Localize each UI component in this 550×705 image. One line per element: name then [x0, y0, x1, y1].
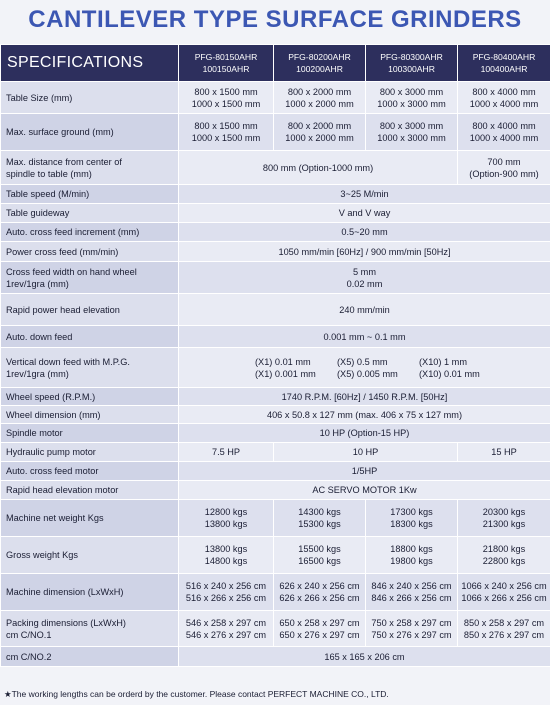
cell-value: 800 x 3000 mm 1000 x 3000 mm: [366, 82, 458, 114]
cell-value: 10 HP: [274, 443, 458, 462]
row-label: Vertical down feed with M.P.G. 1rev/1gra (mm): [1, 348, 179, 388]
cell-value: 3~25 M/min: [179, 185, 550, 204]
cell-value: 18800 kgs 19800 kgs: [366, 537, 458, 574]
specifications-heading: SPECIFICATIONS: [1, 45, 179, 82]
table-row: [1, 500, 550, 537]
cell-value: 750 x 258 x 297 cm 750 x 276 x 297 cm: [366, 611, 458, 647]
row-label: Auto. down feed: [1, 326, 179, 348]
table-row: [1, 537, 550, 574]
table-row: [1, 406, 550, 424]
cell-value: 12800 kgs 13800 kgs: [179, 500, 274, 537]
table-row: [1, 204, 550, 223]
table-row: [1, 462, 550, 481]
table-row: [1, 481, 550, 500]
cell-value: 1740 R.P.M. [60Hz] / 1450 R.P.M. [50Hz]: [179, 388, 550, 406]
table-row: [1, 82, 550, 114]
table-row: [1, 348, 550, 388]
cell-value: 15 HP: [458, 443, 550, 462]
table-row: [1, 114, 550, 151]
table-row: [1, 223, 550, 242]
cell-value: 10 HP (Option-15 HP): [179, 424, 550, 443]
cell-value: 0.001 mm ~ 0.1 mm: [179, 326, 550, 348]
row-label: Auto. cross feed motor: [1, 462, 179, 481]
table-row: [1, 262, 550, 294]
cell-value: 850 x 258 x 297 cm 850 x 276 x 297 cm: [458, 611, 550, 647]
model-header: PFG-80300AHR 100300AHR: [366, 45, 458, 82]
cell-value: 240 mm/min: [179, 294, 550, 326]
table-row: [1, 185, 550, 204]
table-row: [1, 443, 550, 462]
cell-value: 21800 kgs 22800 kgs: [458, 537, 550, 574]
row-label: Gross weight Kgs: [1, 537, 179, 574]
cell-value: 650 x 258 x 297 cm 650 x 276 x 297 cm: [274, 611, 366, 647]
model-header: PFG-80400AHR 100400AHR: [458, 45, 550, 82]
cell-value: 17300 kgs 18300 kgs: [366, 500, 458, 537]
cell-value: 14300 kgs 15300 kgs: [274, 500, 366, 537]
table-row: [1, 574, 550, 611]
specifications-table: [0, 44, 550, 667]
cell-value: 1066 x 240 x 256 cm 1066 x 266 x 256 cm: [458, 574, 550, 611]
row-label: Table guideway: [1, 204, 179, 223]
cell-value: 700 mm (Option-900 mm): [458, 151, 550, 185]
row-label: Wheel speed (R.P.M.): [1, 388, 179, 406]
row-label: Max. surface ground (mm): [1, 114, 179, 151]
table-row: [1, 611, 550, 647]
cell-value: 800 x 4000 mm 1000 x 4000 mm: [458, 82, 550, 114]
row-label: Power cross feed (mm/min): [1, 242, 179, 262]
row-label: Spindle motor: [1, 424, 179, 443]
table-row: [1, 242, 550, 262]
cell-value: (X1) 0.01 mm (X5) 0.5 mm (X10) 1 mm (X1) 0.001 mm (X5) 0.005 mm (X10) 0.01 mm: [179, 348, 550, 388]
cell-value: 800 x 2000 mm 1000 x 2000 mm: [274, 114, 366, 151]
row-label: Rapid head elevation motor: [1, 481, 179, 500]
table-row: [1, 388, 550, 406]
row-label: Cross feed width on hand wheel 1rev/1gra (mm): [1, 262, 179, 294]
cell-value: 800 x 1500 mm 1000 x 1500 mm: [179, 114, 274, 151]
row-label: Table speed (M/min): [1, 185, 179, 204]
row-label: Packing dimensions (LxWxH) cm C/NO.1: [1, 611, 179, 647]
cell-value: 165 x 165 x 206 cm: [179, 647, 550, 667]
cell-value: 800 x 1500 mm 1000 x 1500 mm: [179, 82, 274, 114]
cell-value: 800 x 2000 mm 1000 x 2000 mm: [274, 82, 366, 114]
row-label: Table Size (mm): [1, 82, 179, 114]
table-header-row: [1, 45, 550, 82]
cell-value: 0.5~20 mm: [179, 223, 550, 242]
cell-value: V and V way: [179, 204, 550, 223]
cell-value: 7.5 HP: [179, 443, 274, 462]
cell-value: 800 mm (Option-1000 mm): [179, 151, 458, 185]
cell-value: 1050 mm/min [60Hz] / 900 mm/min [50Hz]: [179, 242, 550, 262]
model-header: PFG-80200AHR 100200AHR: [274, 45, 366, 82]
cell-value: 626 x 240 x 256 cm 626 x 266 x 256 cm: [274, 574, 366, 611]
cell-value: 15500 kgs 16500 kgs: [274, 537, 366, 574]
row-label: Wheel dimension (mm): [1, 406, 179, 424]
table-row: [1, 424, 550, 443]
row-label: Hydraulic pump motor: [1, 443, 179, 462]
cell-value: 546 x 258 x 297 cm 546 x 276 x 297 cm: [179, 611, 274, 647]
table-row: [1, 294, 550, 326]
cell-value: 13800 kgs 14800 kgs: [179, 537, 274, 574]
page-title: CANTILEVER TYPE SURFACE GRINDERS: [28, 6, 522, 33]
table-row: [1, 326, 550, 348]
table-row: [1, 647, 550, 667]
cell-value: 5 mm 0.02 mm: [179, 262, 550, 294]
cell-value: 800 x 4000 mm 1000 x 4000 mm: [458, 114, 550, 151]
cell-value: 1/5HP: [179, 462, 550, 481]
row-label: Machine dimension (LxWxH): [1, 574, 179, 611]
model-header: PFG-80150AHR 100150AHR: [179, 45, 274, 82]
row-label: cm C/NO.2: [1, 647, 179, 667]
cell-value: 516 x 240 x 256 cm 516 x 266 x 256 cm: [179, 574, 274, 611]
cell-value: 20300 kgs 21300 kgs: [458, 500, 550, 537]
row-label: Max. distance from center of spindle to table (mm): [1, 151, 179, 185]
cell-value: 800 x 3000 mm 1000 x 3000 mm: [366, 114, 458, 151]
cell-value: 406 x 50.8 x 127 mm (max. 406 x 75 x 127 mm): [179, 406, 550, 424]
cell-value: AC SERVO MOTOR 1Kw: [179, 481, 550, 500]
row-label: Rapid power head elevation: [1, 294, 179, 326]
row-label: Machine net weight Kgs: [1, 500, 179, 537]
table-row: [1, 151, 550, 185]
cell-value: 846 x 240 x 256 cm 846 x 266 x 256 cm: [366, 574, 458, 611]
row-label: Auto. cross feed increment (mm): [1, 223, 179, 242]
footnote: ★The working lengths can be orderd by the customer. Please contact PERFECT MACHINE CO., LTD.: [4, 689, 389, 699]
